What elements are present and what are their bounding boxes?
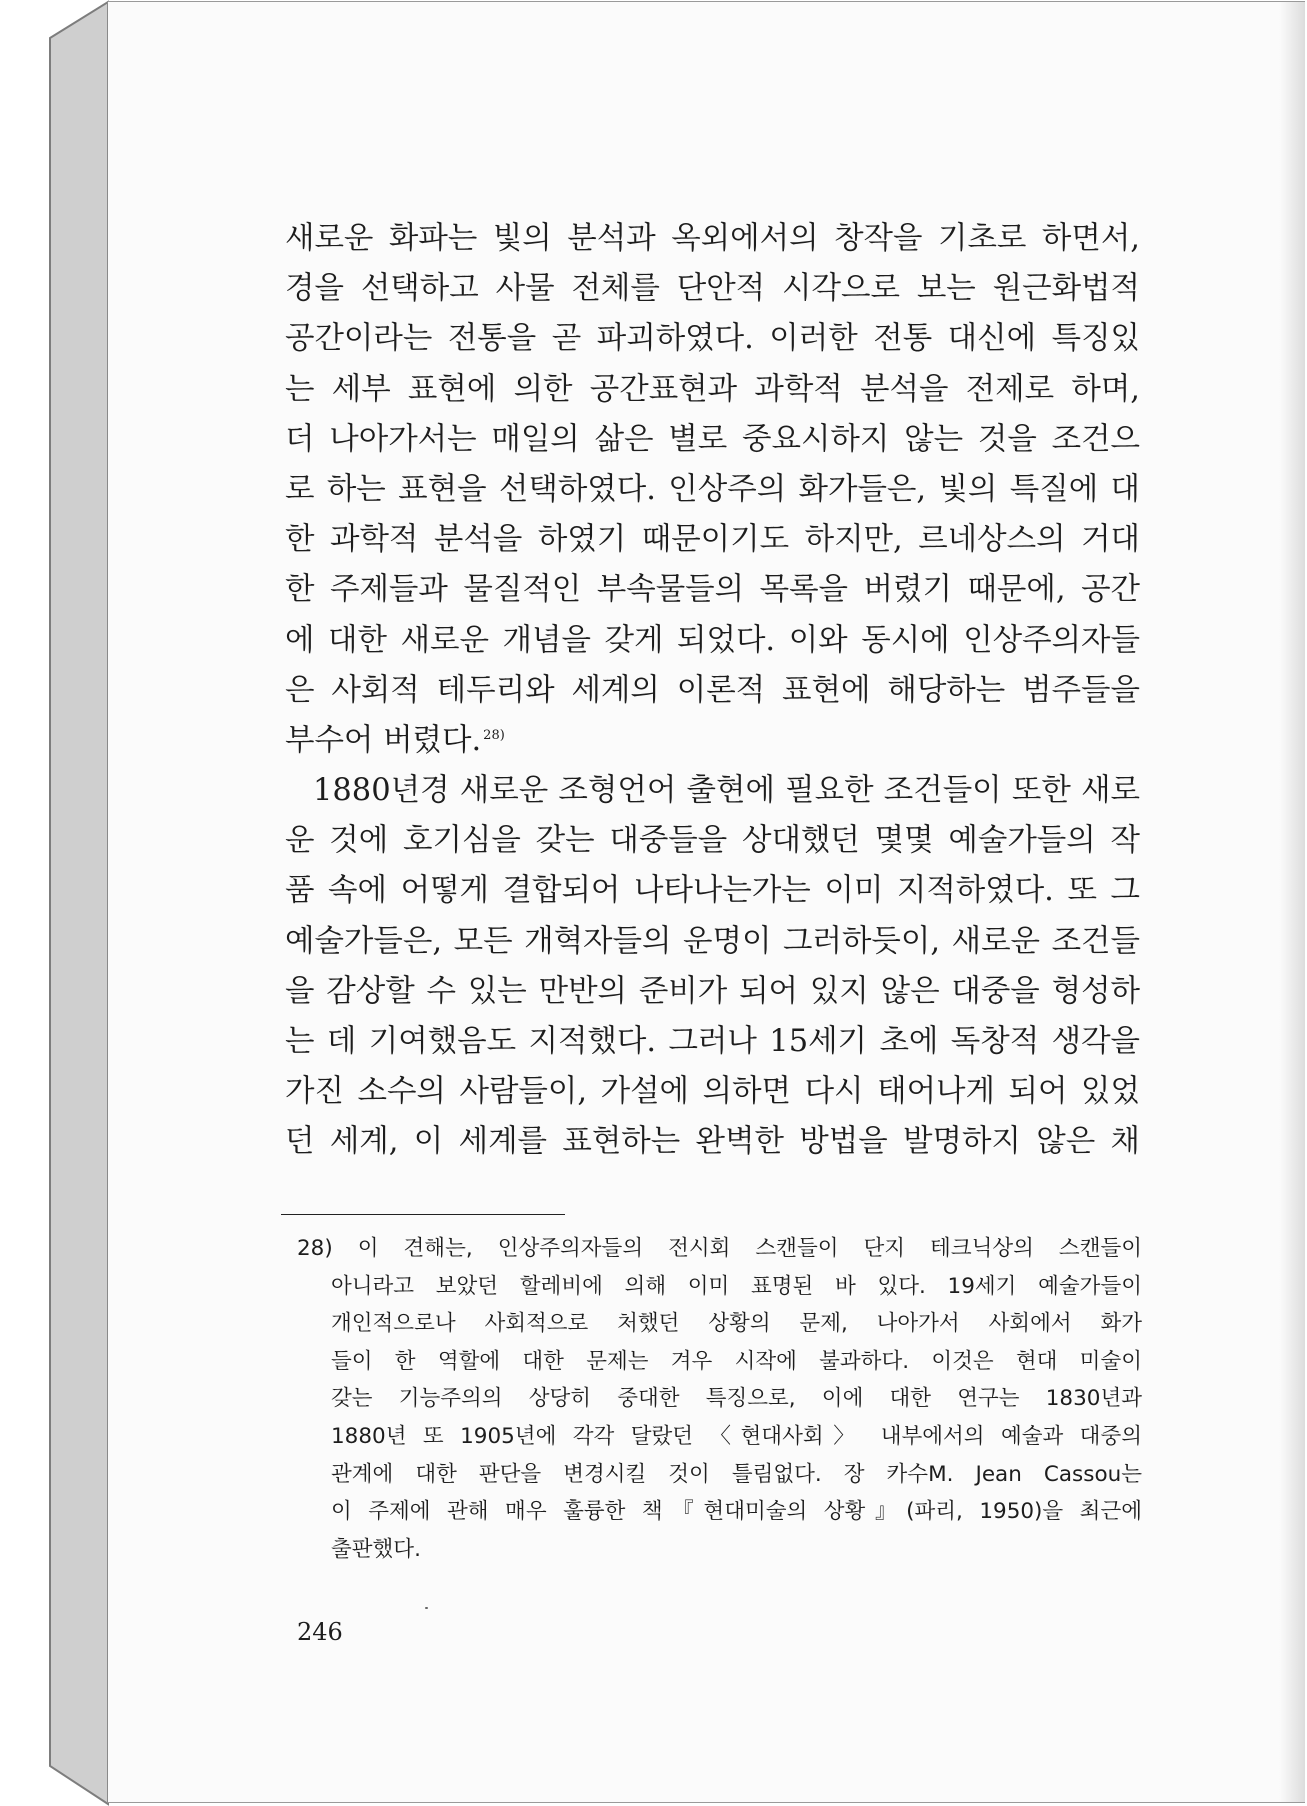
footnote-line: 출판했다. bbox=[331, 1536, 421, 1562]
page-number: 246 bbox=[297, 1618, 343, 1646]
text-line: 한 과학적 분석을 하였기 때문이기도 하지만, 르네상스의 거대 bbox=[285, 522, 1140, 558]
text-line: 새로운 화파는 빛의 분석과 옥외에서의 창작을 기초로 하면서, bbox=[285, 221, 1140, 256]
footnote-line: 아니라고 보았던 할레비에 의해 이미 표명된 바 있다. 19세기 예술가들이 bbox=[331, 1273, 1142, 1299]
text-line: 예술가들은, 모든 개혁자들의 운명이 그러하듯이, 새로운 조건들 bbox=[285, 923, 1140, 959]
footnote-line: 갖는 기능주의의 상당히 중대한 특징으로, 이에 대한 연구는 1830년과 bbox=[331, 1386, 1142, 1412]
text-line: 운 것에 호기심을 갖는 대중들을 상대했던 몇몇 예술가들의 작 bbox=[285, 823, 1140, 859]
text-line: 더 나아가서는 매일의 삶은 별로 중요시하지 않는 것을 조건으 bbox=[285, 421, 1140, 457]
text-line: 로 하는 표현을 선택하였다. 인상주의 화가들은, 빛의 특질에 대 bbox=[285, 471, 1140, 507]
footnote-28 bbox=[297, 1230, 1142, 1568]
text-line: 공간이라는 전통을 곧 파괴하였다. 이러한 전통 대신에 특징있 bbox=[285, 321, 1140, 357]
text-line: 는 세부 표현에 의한 공간표현과 과학적 분석을 전제로 하며, bbox=[285, 371, 1140, 407]
print-speck bbox=[425, 1607, 428, 1609]
main-text bbox=[285, 214, 1140, 1168]
text-line: 에 대한 새로운 개념을 갖게 되었다. 이와 동시에 인상주의자들 bbox=[285, 622, 1140, 658]
text-line-with-footnote bbox=[285, 716, 1140, 766]
footnote-line: 관계에 대한 판단을 변경시킬 것이 틀림없다. 장 카수M. Jean Cassou는 bbox=[331, 1461, 1142, 1487]
footnote-line: 개인적으로나 사회적으로 처했던 상황의 문제, 나아가서 사회에서 화가 bbox=[331, 1311, 1142, 1337]
text-line: 경을 선택하고 사물 전체를 단안적 시각으로 보는 원근화법적 bbox=[285, 271, 1140, 307]
text-line: 부수어 버렸다. bbox=[285, 722, 482, 758]
footnote-line: 들이 한 역할에 대한 문제는 겨우 시작에 불과하다. 이것은 현대 미술이 bbox=[331, 1348, 1142, 1374]
footnote-line: 이 주제에 관해 매우 훌륭한 책『현대미술의 상황』(파리, 1950)을 최근에 bbox=[331, 1499, 1142, 1525]
text-line: 던 세계, 이 세계를 표현하는 완벽한 방법을 발명하지 않은 채 bbox=[285, 1124, 1140, 1160]
text-line: 품 속에 어떻게 결합되어 나타나는가는 이미 지적하였다. 또 그 bbox=[285, 873, 1140, 909]
footnote-divider bbox=[281, 1214, 565, 1215]
text-line: 가진 소수의 사람들이, 가설에 의하면 다시 태어나게 되어 있었 bbox=[285, 1074, 1140, 1110]
text-line: 1880년경 새로운 조형언어 출현에 필요한 조건들이 또한 새로 bbox=[313, 773, 1140, 809]
footnote-line: 28) 이 견해는, 인상주의자들의 전시회 스캔들이 단지 테크닉상의 스캔들이 bbox=[297, 1236, 1142, 1261]
footnote-line: 1880년 또 1905년에 각각 달랐던 〈현대사회〉 내부에서의 예술과 대중의 bbox=[331, 1423, 1142, 1449]
page-edge-shadow bbox=[1279, 2, 1305, 1802]
text-line: 을 감상할 수 있는 만반의 준비가 되어 있지 않은 대중을 형성하 bbox=[285, 973, 1140, 1009]
text-line: 는 데 기여했음도 지적했다. 그러나 15세기 초에 독창적 생각을 bbox=[285, 1024, 1140, 1059]
text-line: 한 주제들과 물질적인 부속물들의 목록을 버렸기 때문에, 공간 bbox=[285, 572, 1140, 608]
footnote-reference[interactable]: 28) bbox=[483, 727, 505, 743]
text-line: 은 사회적 테두리와 세계의 이론적 표현에 해당하는 범주들을 bbox=[285, 672, 1140, 708]
